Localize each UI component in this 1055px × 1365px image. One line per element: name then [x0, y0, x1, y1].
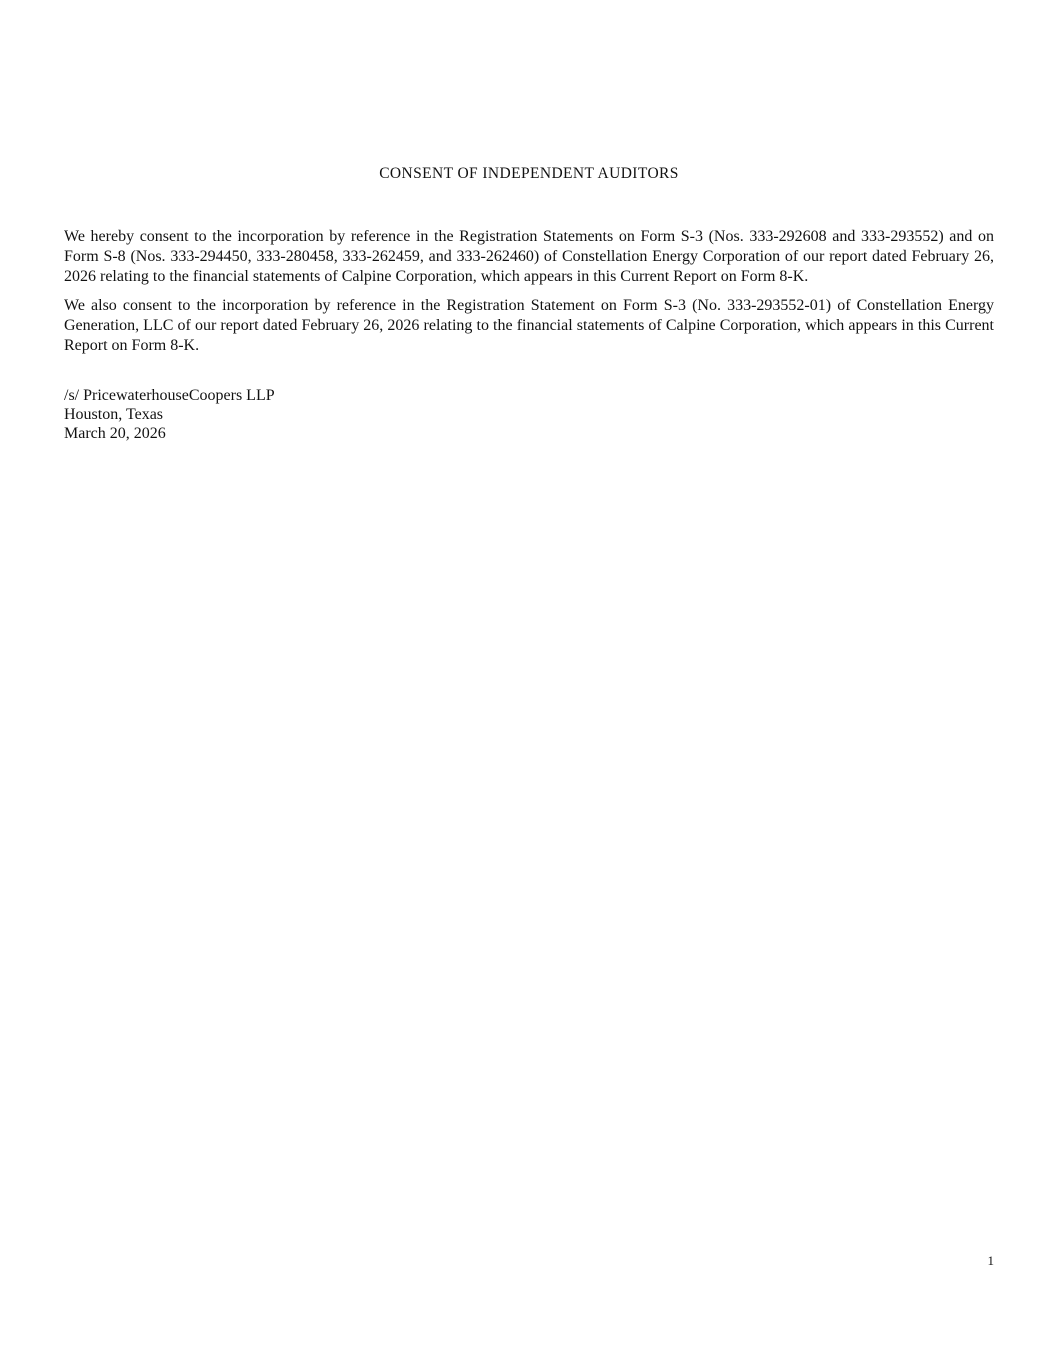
page-number: 1	[987, 1253, 994, 1268]
document-content	[64, 165, 994, 443]
paragraph-consent-s3-generation: We also consent to the incorporation by reference in the Registration Statement on Form S-3 (No. 333-293552-01) of Constellation Energy Generation, LLC of our report dated February 26, 2026 relating to the financial statements of Calpine Corporation, which appears in this Current Report on Form 8-K.	[64, 297, 994, 354]
signature-date: March 20, 2026	[64, 425, 166, 442]
signature-location: Houston, Texas	[64, 406, 164, 423]
document-title: CONSENT OF INDEPENDENT AUDITORS	[379, 165, 679, 182]
signature-firm: /s/ PricewaterhouseCoopers LLP	[64, 387, 275, 404]
paragraph-consent-s3-s8: We hereby consent to the incorporation by reference in the Registration Statements on Form S-3 (Nos. 333-292608 and 333-293552) and on Form S-8 (Nos. 333-294450, 333-280458, 333-262459, and 333-262460) of Constellation Energy Corporation of our report dated February 26, 2026 relating to the financial statements of Calpine Corporation, which appears in this Current Report on Form 8-K.	[64, 228, 994, 285]
signature-block	[64, 386, 994, 443]
